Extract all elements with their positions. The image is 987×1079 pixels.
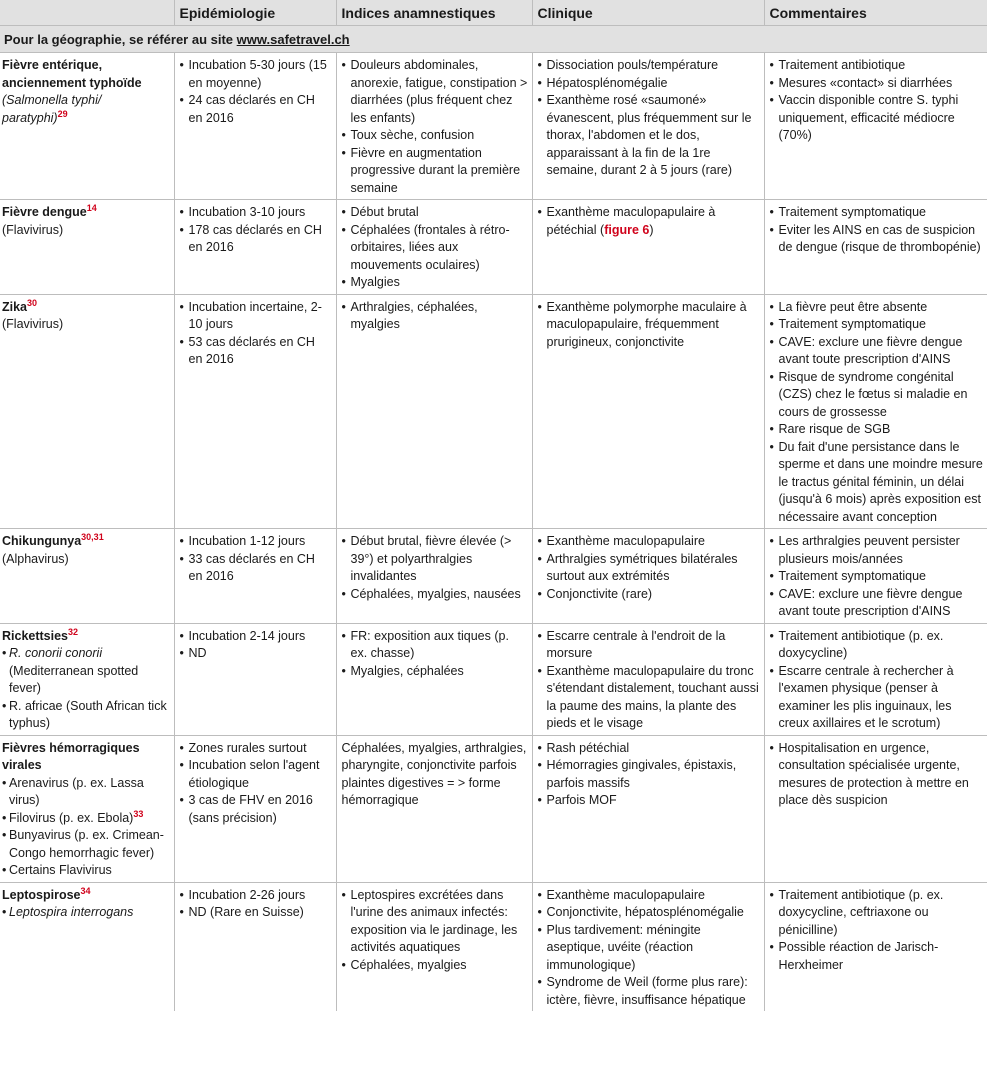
anamnesis-cell <box>336 53 532 200</box>
anamnesis-cell <box>336 200 532 295</box>
cell-text: Exanthème maculopapulaire <box>546 887 705 902</box>
cell-text: Rash pétéchial <box>546 740 630 755</box>
cell-text: Arthralgies, céphalées, myalgies <box>350 299 478 331</box>
disease-name: Leptospirose <box>2 887 81 902</box>
cell-text: Incubation 1-12 jours <box>188 534 306 548</box>
cell-text: Douleurs abdominales, anorexie, fatigue, constipation > diarrhées (plus fréquent chez les enfants) <box>350 58 528 125</box>
cell-text: Incubation 2-14 jours <box>188 628 306 643</box>
cell-text: Toux sèche, confusion <box>350 128 475 142</box>
cell-text: 24 cas déclarés en CH en 2016 <box>188 93 315 125</box>
anamnesis-list <box>342 299 528 334</box>
disease-subitem <box>2 698 170 733</box>
header-row <box>0 0 987 26</box>
comments-cell <box>764 53 987 200</box>
disease-detail: (Flavivirus) <box>2 222 64 237</box>
cell-text: Exanthème polymorphe maculaire à maculopapulaire, fréquemment prurigineux, conjonctivite <box>546 299 747 349</box>
comments-item <box>770 586 984 621</box>
epidemiology-list <box>180 57 332 127</box>
header-indices: Indices anamnestiques <box>336 0 532 26</box>
anamnesis-item <box>342 274 528 292</box>
comments-list <box>770 887 984 975</box>
cell-text: Traitement symptomatique <box>778 317 927 331</box>
disease-line <box>2 222 170 240</box>
anamnesis-cell <box>336 882 532 1011</box>
cell-text: Parfois MOF <box>546 793 617 807</box>
disease-rows <box>0 53 987 1012</box>
comments-item <box>770 316 984 334</box>
bullet: • <box>2 646 7 660</box>
cell-text: Incubation 3-10 jours <box>188 205 306 219</box>
anamnesis-item <box>342 628 528 663</box>
header-blank <box>0 0 174 26</box>
disease-cell <box>0 529 174 624</box>
reference-superscript: 34 <box>80 885 91 896</box>
clinical-list <box>538 740 760 810</box>
comments-item <box>770 628 984 663</box>
epidemiology-cell <box>174 529 336 624</box>
disease-name: Chikungunya <box>2 534 82 548</box>
comments-item <box>770 369 984 422</box>
disease-detail: Filovirus (p. ex. Ebola) <box>9 810 134 825</box>
header-epidemiologie: Epidémiologie <box>174 0 336 26</box>
cell-text: Leptospires excrétées dans l'urine des animaux infectés: exposition via le jardinage, les activités aquatiques <box>350 887 518 954</box>
epidemiology-list <box>180 628 332 663</box>
comments-item <box>770 299 984 317</box>
anamnesis-cell <box>336 623 532 735</box>
comments-item <box>770 740 984 810</box>
disease-name: Fièvre entérique, anciennement typhoïde <box>2 58 142 90</box>
disease-detail: (Mediterranean spotted fever) <box>9 663 139 695</box>
cell-text: Hospitalisation en urgence, consultation spécialisée urgente, mesures de protection à mettre en place dès suspicion <box>778 740 969 807</box>
anamnesis-item <box>342 663 528 681</box>
geography-note <box>0 26 987 53</box>
disease-detail: (Salmonella typhi/ paratyphi) <box>2 93 102 125</box>
comments-item <box>770 222 984 257</box>
clinical-list <box>538 299 760 352</box>
anamnesis-item <box>342 586 528 604</box>
comments-cell <box>764 882 987 1011</box>
cell-text: Conjonctivite, hépatosplénomégalie <box>546 905 744 919</box>
disease-name: Fièvres hémorragiques virales <box>2 740 140 772</box>
anamnesis-cell <box>336 529 532 624</box>
epidemiology-item <box>180 757 332 792</box>
cell-text: Incubation incertaine, 2-10 jours <box>188 299 322 331</box>
disease-cell <box>0 735 174 882</box>
disease-subitem <box>2 827 170 862</box>
reference-superscript: 30 <box>27 297 38 308</box>
comments-list <box>770 57 984 145</box>
anamnesis-item <box>342 887 528 957</box>
cell-text: Myalgies, céphalées <box>350 663 464 678</box>
cell-text: Mesures «contact» si diarrhées <box>778 75 953 90</box>
epidemiology-item <box>180 57 332 92</box>
cell-text: 178 cas déclarés en CH en 2016 <box>188 222 322 254</box>
disease-detail: Arenavirus (p. ex. Lassa virus) <box>9 775 144 807</box>
disease-detail: R. conorii conorii <box>9 646 103 660</box>
comments-list <box>770 533 984 621</box>
cell-text: Conjonctivite (rare) <box>546 586 653 601</box>
cell-text: Début brutal, fièvre élevée (> 39°) et polyarthralgies invalidantes <box>350 534 512 583</box>
clinical-list <box>538 628 760 733</box>
disease-line <box>2 204 170 222</box>
epidemiology-item <box>180 628 332 646</box>
cell-text: Céphalées, myalgies <box>350 957 467 972</box>
cell-text: Incubation 5-30 jours (15 en moyenne) <box>188 58 327 90</box>
disease-detail: Certains Flavivirus <box>9 863 112 877</box>
geography-row <box>0 26 987 53</box>
disease-name: Rickettsies <box>2 628 69 643</box>
cell-text: Eviter les AINS en cas de suspicion de dengue (risque de thrombopénie) <box>778 222 981 254</box>
cell-text: Myalgies <box>350 275 400 289</box>
epidemiology-list <box>180 887 332 922</box>
disease-name: Zika <box>2 299 28 314</box>
anamnesis-item <box>342 299 528 334</box>
cell-text: Escarre centrale à l'endroit de la morsure <box>546 628 726 660</box>
clinical-cell <box>532 294 764 529</box>
clinical-cell <box>532 53 764 200</box>
reference-superscript: 30,31 <box>81 531 104 542</box>
cell-text: Les arthralgies peuvent persister plusieurs mois/années <box>778 534 960 566</box>
cell-text: Traitement antibiotique (p. ex. doxycycline, ceftriaxone ou pénicilline) <box>778 887 944 937</box>
disease-line <box>2 887 170 905</box>
cell-text: CAVE: exclure une fièvre dengue avant toute prescription d'AINS <box>778 334 963 366</box>
anamnesis-cell <box>336 294 532 529</box>
clinical-cell <box>532 735 764 882</box>
header-clinique: Clinique <box>532 0 764 26</box>
anamnesis-item <box>342 957 528 975</box>
comments-item <box>770 533 984 568</box>
clinical-list <box>538 533 760 603</box>
reference-superscript: 33 <box>133 808 144 819</box>
anamnesis-list <box>342 204 528 292</box>
comments-item <box>770 887 984 940</box>
anamnesis-list <box>342 57 528 197</box>
disease-name: Fièvre dengue <box>2 205 87 219</box>
disease-cell <box>0 623 174 735</box>
disease-detail: R. africae (South African tick typhus) <box>9 698 167 730</box>
anamnesis-list <box>342 628 528 681</box>
comments-list <box>770 740 984 810</box>
comments-item <box>770 204 984 222</box>
epidemiology-item <box>180 222 332 257</box>
clinical-item <box>538 533 760 551</box>
cell-text: 33 cas déclarés en CH en 2016 <box>188 551 315 583</box>
clinical-item <box>538 792 760 810</box>
disease-detail: (Flavivirus) <box>2 317 64 331</box>
clinical-item <box>538 740 760 758</box>
disease-cell <box>0 294 174 529</box>
disease-line <box>2 740 170 775</box>
comments-item <box>770 75 984 93</box>
anamnesis-list <box>342 533 528 603</box>
disease-cell <box>0 53 174 200</box>
clinical-list <box>538 57 760 180</box>
cell-text: Dissociation pouls/température <box>546 58 719 72</box>
epidemiology-cell <box>174 294 336 529</box>
clinical-item <box>538 551 760 586</box>
clinical-item <box>538 57 760 75</box>
epidemiology-item <box>180 551 332 586</box>
disease-line <box>2 533 170 551</box>
epidemiology-item <box>180 299 332 334</box>
clinical-item <box>538 75 760 93</box>
cell-text: Exanthème maculopapulaire <box>546 534 705 548</box>
epidemiology-item <box>180 740 332 758</box>
clinical-item <box>538 299 760 352</box>
table-row <box>0 53 987 200</box>
cell-text: Hémorragies gingivales, épistaxis, parfois massifs <box>546 758 737 790</box>
cell-text: Traitement symptomatique <box>778 205 927 219</box>
comments-item <box>770 57 984 75</box>
geography-prefix: Pour la géographie, se référer au site <box>4 31 237 47</box>
epidemiology-cell <box>174 623 336 735</box>
epidemiology-item <box>180 204 332 222</box>
disease-line <box>2 628 170 646</box>
cell-text: Syndrome de Weil (forme plus rare): ictère, fièvre, insuffisance hépatique <box>546 975 748 1007</box>
cell-text: FR: exposition aux tiques (p. ex. chasse) <box>350 628 509 660</box>
clinical-item <box>538 922 760 975</box>
comments-cell <box>764 294 987 529</box>
cell-text: Du fait d'une persistance dans le sperme et dans une moindre mesure le tractus génital féminin, un délai (jusqu'à 6 mois) après exposition est nécessaire avant conception <box>778 439 983 524</box>
reference-superscript: 29 <box>57 108 68 119</box>
epidemiology-list <box>180 299 332 369</box>
epidemiology-item <box>180 887 332 905</box>
disease-subitem <box>2 645 170 663</box>
comments-list <box>770 204 984 257</box>
clinical-cell <box>532 623 764 735</box>
cell-text: La fièvre peut être absente <box>778 299 928 314</box>
epidemiology-item <box>180 92 332 127</box>
clinical-item <box>538 663 760 733</box>
cell-text: Zones rurales surtout <box>188 740 307 755</box>
table-row <box>0 200 987 295</box>
reference-superscript: 14 <box>86 202 97 213</box>
table-row <box>0 529 987 624</box>
disease-line <box>2 299 170 317</box>
comments-item <box>770 334 984 369</box>
anamnesis-text: Céphalées, myalgies, arthralgies, pharyngite, conjonctivite parfois plaintes digestives = > forme hémorragique <box>341 740 527 807</box>
bullet: • <box>2 905 7 919</box>
anamnesis-item <box>342 127 528 145</box>
table-row <box>0 735 987 882</box>
clinical-item <box>538 92 760 180</box>
comments-list <box>770 299 984 527</box>
disease-line <box>2 57 170 92</box>
clinical-list <box>538 887 760 1010</box>
clinical-item <box>538 887 760 905</box>
epidemiology-cell <box>174 200 336 295</box>
anamnesis-item <box>342 57 528 127</box>
bullet: • <box>2 828 7 842</box>
cell-text: Incubation 2-26 jours <box>188 887 306 902</box>
cell-text: Céphalées, myalgies, nausées <box>350 586 521 601</box>
safetravel-link[interactable]: www.safetravel.ch <box>236 31 350 47</box>
comments-item <box>770 568 984 586</box>
epidemiology-item <box>180 334 332 369</box>
disease-line <box>2 663 170 698</box>
cell-text: Rare risque de SGB <box>778 422 891 436</box>
comments-list <box>770 628 984 733</box>
clinical-item <box>538 904 760 922</box>
epidemiology-cell <box>174 53 336 200</box>
comments-item <box>770 939 984 974</box>
cell-text: Possible réaction de Jarisch-Herxheimer <box>778 940 939 972</box>
cell-text: Céphalées (frontales à rétro-orbitaires, liées aux mouvements oculaires) <box>350 222 510 272</box>
anamnesis-item <box>342 204 528 222</box>
comments-item <box>770 663 984 733</box>
disease-subitem <box>2 904 170 922</box>
clinical-item <box>538 974 760 1009</box>
anamnesis-item <box>342 145 528 198</box>
epidemiology-cell <box>174 735 336 882</box>
cell-text: ND <box>188 646 207 660</box>
cell-text: 53 cas déclarés en CH en 2016 <box>188 334 315 366</box>
comments-cell <box>764 735 987 882</box>
cell-text: Traitement antibiotique <box>778 58 906 72</box>
table-row <box>0 623 987 735</box>
disease-line <box>2 316 170 334</box>
header-commentaires: Commentaires <box>764 0 987 26</box>
disease-subitem <box>2 810 170 828</box>
epidemiology-list <box>180 740 332 828</box>
cell-text: Exanthème rosé «saumoné» évanescent, plus fréquemment sur le thorax, l'abdomen et le dos, apparaissant à la fin de la 1re semaine, durant 2 à 5 jours (rare) <box>546 93 752 177</box>
cell-text: Risque de syndrome congénital (CZS) chez le fœtus si maladie en cours de grossesse <box>778 369 968 419</box>
cell-text: Incubation selon l'agent étiologique <box>188 758 320 790</box>
cell-text: ND (Rare en Suisse) <box>188 905 304 919</box>
anamnesis-cell <box>336 735 532 882</box>
comments-item <box>770 92 984 145</box>
epidemiology-item <box>180 792 332 827</box>
anamnesis-item <box>342 533 528 586</box>
cell-text: Escarre centrale à rechercher à l'examen physique (penser à examiner les plis inguinaux, les creux axillaires et le scrotum) <box>778 663 954 730</box>
disease-line <box>2 551 170 569</box>
epidemiology-cell <box>174 882 336 1011</box>
disease-detail: (Alphavirus) <box>2 551 69 566</box>
comments-cell <box>764 623 987 735</box>
bullet: • <box>2 863 7 877</box>
clinical-item <box>538 628 760 663</box>
epidemiology-list <box>180 533 332 586</box>
cell-text: Hépatosplénomégalie <box>546 75 668 90</box>
bullet: • <box>2 775 7 790</box>
table-row <box>0 882 987 1011</box>
epidemiology-item <box>180 645 332 663</box>
clinical-cell <box>532 529 764 624</box>
comments-item <box>770 421 984 439</box>
cell-text: Exanthème maculopapulaire du tronc s'étendant distalement, touchant aussi la paume des mains, la plante des pieds et le visage <box>546 663 759 730</box>
bullet: • <box>2 810 7 825</box>
cell-text: CAVE: exclure une fièvre dengue avant toute prescription d'AINS <box>778 586 963 618</box>
epidemiology-list <box>180 204 332 257</box>
disease-cell <box>0 200 174 295</box>
clinical-item: • Exanthème maculopapulaire à pétéchial (figure 6) <box>538 204 760 239</box>
disease-subitem <box>2 862 170 880</box>
cell-text: Début brutal <box>350 205 419 219</box>
table-row <box>0 294 987 529</box>
comments-cell <box>764 529 987 624</box>
comments-cell <box>764 200 987 295</box>
disease-subitem <box>2 775 170 810</box>
disease-line <box>2 92 170 127</box>
disease-detail: Bunyavirus (p. ex. Crimean-Congo hemorrhagic fever) <box>9 828 164 860</box>
disease-detail: Leptospira interrogans <box>9 905 134 919</box>
reference-superscript: 32 <box>68 626 79 637</box>
epidemiology-item <box>180 533 332 551</box>
cell-text: 3 cas de FHV en 2016 (sans précision) <box>188 793 313 825</box>
cell-text: Traitement symptomatique <box>778 569 927 583</box>
clinical-item <box>538 586 760 604</box>
clinical-cell <box>532 200 764 295</box>
comments-item <box>770 439 984 527</box>
clinical-list <box>538 204 760 239</box>
bullet: • <box>2 698 7 713</box>
clinical-cell <box>532 882 764 1011</box>
cell-text: Arthralgies symétriques bilatérales surtout aux extrémités <box>546 551 738 583</box>
cell-text: Vaccin disponible contre S. typhi uniquement, efficacité médiocre (70%) <box>778 93 959 142</box>
cell-text: Plus tardivement: méningite aseptique, uvéite (réaction immunologique) <box>546 922 701 972</box>
anamnesis-list <box>342 887 528 975</box>
anamnesis-item <box>342 222 528 275</box>
cell-text: Traitement antibiotique (p. ex. doxycycline) <box>778 628 944 660</box>
cell-text: Fièvre en augmentation progressive durant la première semaine <box>350 145 521 195</box>
epidemiology-item <box>180 904 332 922</box>
figure-reference: figure 6 <box>604 222 650 237</box>
clinical-item <box>538 757 760 792</box>
disease-cell <box>0 882 174 1011</box>
